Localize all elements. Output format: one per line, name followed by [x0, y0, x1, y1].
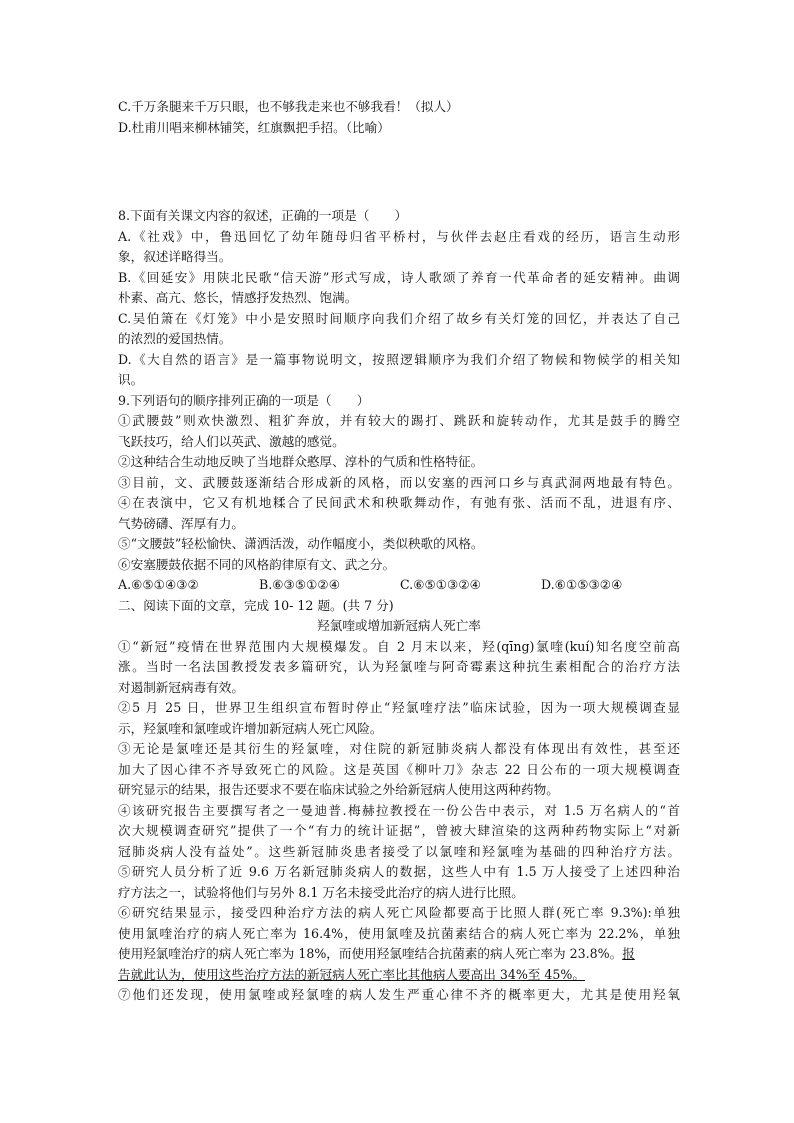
q9-line: ⑥安塞腰鼓依据不同的风格韵律原有文、武之分。 [118, 556, 396, 572]
section-heading: 二、阅读下面的文章，完成 10- 12 题。(共 7 分) [118, 597, 394, 613]
article-line: 加大了因心律不齐导致死亡的风险。这是英国《柳叶刀》杂志 22 日公布的一项大规模调查 [118, 761, 680, 777]
article-line-part: 使用羟氯喹治疗的病人死亡率为 18%，而使用羟氯喹结合抗菌素的病人死亡率为 23.8%。 [118, 946, 623, 961]
article-line: ④该研究报告主要撰写者之一曼迪普.梅赫拉教授在一份公告中表示，对 1.5 万名病人的“首 [118, 802, 680, 818]
article-line: ⑥研究结果显示，接受四种治疗方法的病人死亡风险都要高于比照人群(死亡率 9.3%):单独 [118, 905, 680, 920]
q8-line: B.《回延安》用陕北民歌“信天游”形式写成，诗人歌颂了养育一代革命者的延安精神。曲调 [118, 269, 680, 285]
article-line [118, 965, 680, 986]
article-line: 使用氯喹治疗的病人死亡率为 16.4%，使用氯喹及抗菌素结合的病人死亡率为 22.2%，单独 [118, 925, 680, 941]
article-line: 对遏制新冠病毒有效。 [118, 679, 244, 695]
underlined-text: 告就此认为，使用这些治疗方法的新冠病人死亡率比其他病人要高出 34%至 45%。 [118, 966, 585, 982]
article-line [118, 944, 680, 965]
article-title: 羟氯喹或增加新冠病人死亡率 [317, 618, 481, 633]
main-content [118, 206, 680, 1006]
q9-option-d: D.⑥①⑤③②④ [541, 577, 623, 592]
q9-line: ⑤“文腰鼓”轻松愉快、潇洒活泼，动作幅度小，类似秧歌的风格。 [118, 536, 484, 551]
q8-stem: 8.下面有关课文内容的叙述，正确的一项是（ ） [118, 208, 408, 223]
q8-line: 识。 [118, 372, 144, 387]
article-line: 次大规模调查研究”提供了一个“有力的统计证据”，曾被大肆渲染的这两种药物实际上“对新 [118, 823, 680, 838]
q9-option-a: A.⑥⑤①④③② [118, 577, 199, 592]
underlined-text: 报 [622, 946, 635, 961]
q9-line: ①武腰鼓”则欢快激烈、粗犷奔放，并有较大的踢打、跳跃和旋转动作，尤其是鼓手的腾空 [118, 413, 680, 428]
q9-stem: 9.下列语句的顺序排列正确的一项是（ ） [118, 392, 370, 408]
article-line: ⑤研究人员分析了近 9.6 万名新冠肺炎病人的数据，这些人中有 1.5 万人接受了上述四种治 [118, 864, 680, 879]
option-c-line: C.千万条腿来千万只眼，也不够我走来也不够我看！（拟人） [118, 99, 459, 114]
q8-line: C.吴伯箫在《灯笼》中小是安照时间顺序向我们介绍了故乡有关灯笼的回忆，并表达了自己 [118, 310, 680, 326]
article-line: ③无论是氯喹还是其衍生的羟氯喹，对住院的新冠肺炎病人都没有体现出有效性，甚至还 [118, 741, 680, 756]
q9-option-b: B.⑥③⑤①②④ [259, 577, 340, 592]
q9-option-c: C.⑥⑤①③②④ [400, 577, 481, 592]
option-d-line: D.杜甫川唱来柳林铺笑，红旗飘把手招。（比喻） [118, 119, 390, 135]
q9-line: ②这种结合生动地反映了当地群众憨厚、淳朴的气质和性格特征。 [118, 454, 484, 469]
q8-line: 象，叙述详略得当。 [118, 249, 232, 264]
article-line: ⑦他们还发现，使用氯喹或羟氯喹的病人发生严重心律不齐的概率更大，尤其是使用羟氧 [118, 987, 680, 1002]
article-line: ①“新冠”疫情在世界范围内大规模爆发。自 2 月末以来，羟(qīng)氯喹(kuí)知名度空前高 [118, 638, 680, 654]
q8-line: D.《大自然的语言》是一篇事物说明文，按照逻辑顺序为我们介绍了物候和物候学的相关知 [118, 351, 680, 367]
q9-line: ③目前，文、武腰鼓逐渐结合形成新的风格，而以安塞的西河口乡与真武洞两地最有特色。 [118, 474, 680, 490]
q9-line: 气势磅礴、浑厚有力。 [118, 515, 244, 531]
article-line: 示，羟氯喹和氯喹或许增加新冠病人死亡风险。 [118, 720, 383, 736]
question-7-options-tail [118, 97, 680, 138]
q9-line: ④在表演中，它又有机地糅合了民间武术和秧歌舞动作，有弛有张、活而不乱，进退有序、 [118, 495, 680, 510]
q8-line: 朴素、高亢、悠长，情感抒发热烈、饱满。 [118, 290, 358, 305]
article-line: 研究显示的结果，报告还要求不要在临床试验之外给新冠病人使用这两种药物。 [118, 782, 559, 797]
q8-line: A.《社戏》中，鲁迅回忆了幼年随母归省平桥村，与伙伴去赵庄看戏的经历，语言生动形 [118, 228, 680, 244]
article-line: 涨。当时一名法国教授发表多篇研究，认为羟氯喹与阿奇霉素这种抗生素相配合的治疗方法 [118, 659, 680, 674]
q9-line: 飞跃技巧，给人们以英武、激越的感觉。 [118, 433, 345, 449]
q8-line: 的浓烈的爱国热情。 [118, 331, 232, 346]
q9-options [118, 575, 680, 596]
article-line: 冠肺炎病人没有益处”。这些新冠肺炎患者接受了以氯喹和羟氯喹为基础的四种治疗方法。 [118, 843, 680, 859]
article-line: 疗方法之一，试验将他们与另外 8.1 万名未接受此治疗的病人进行比照。 [118, 884, 524, 900]
article-line: ②5 月 25 日，世界卫生组织宣布暂时停止“羟氯喹疗法”临床试验，因为一项大规模调查显 [118, 700, 680, 715]
